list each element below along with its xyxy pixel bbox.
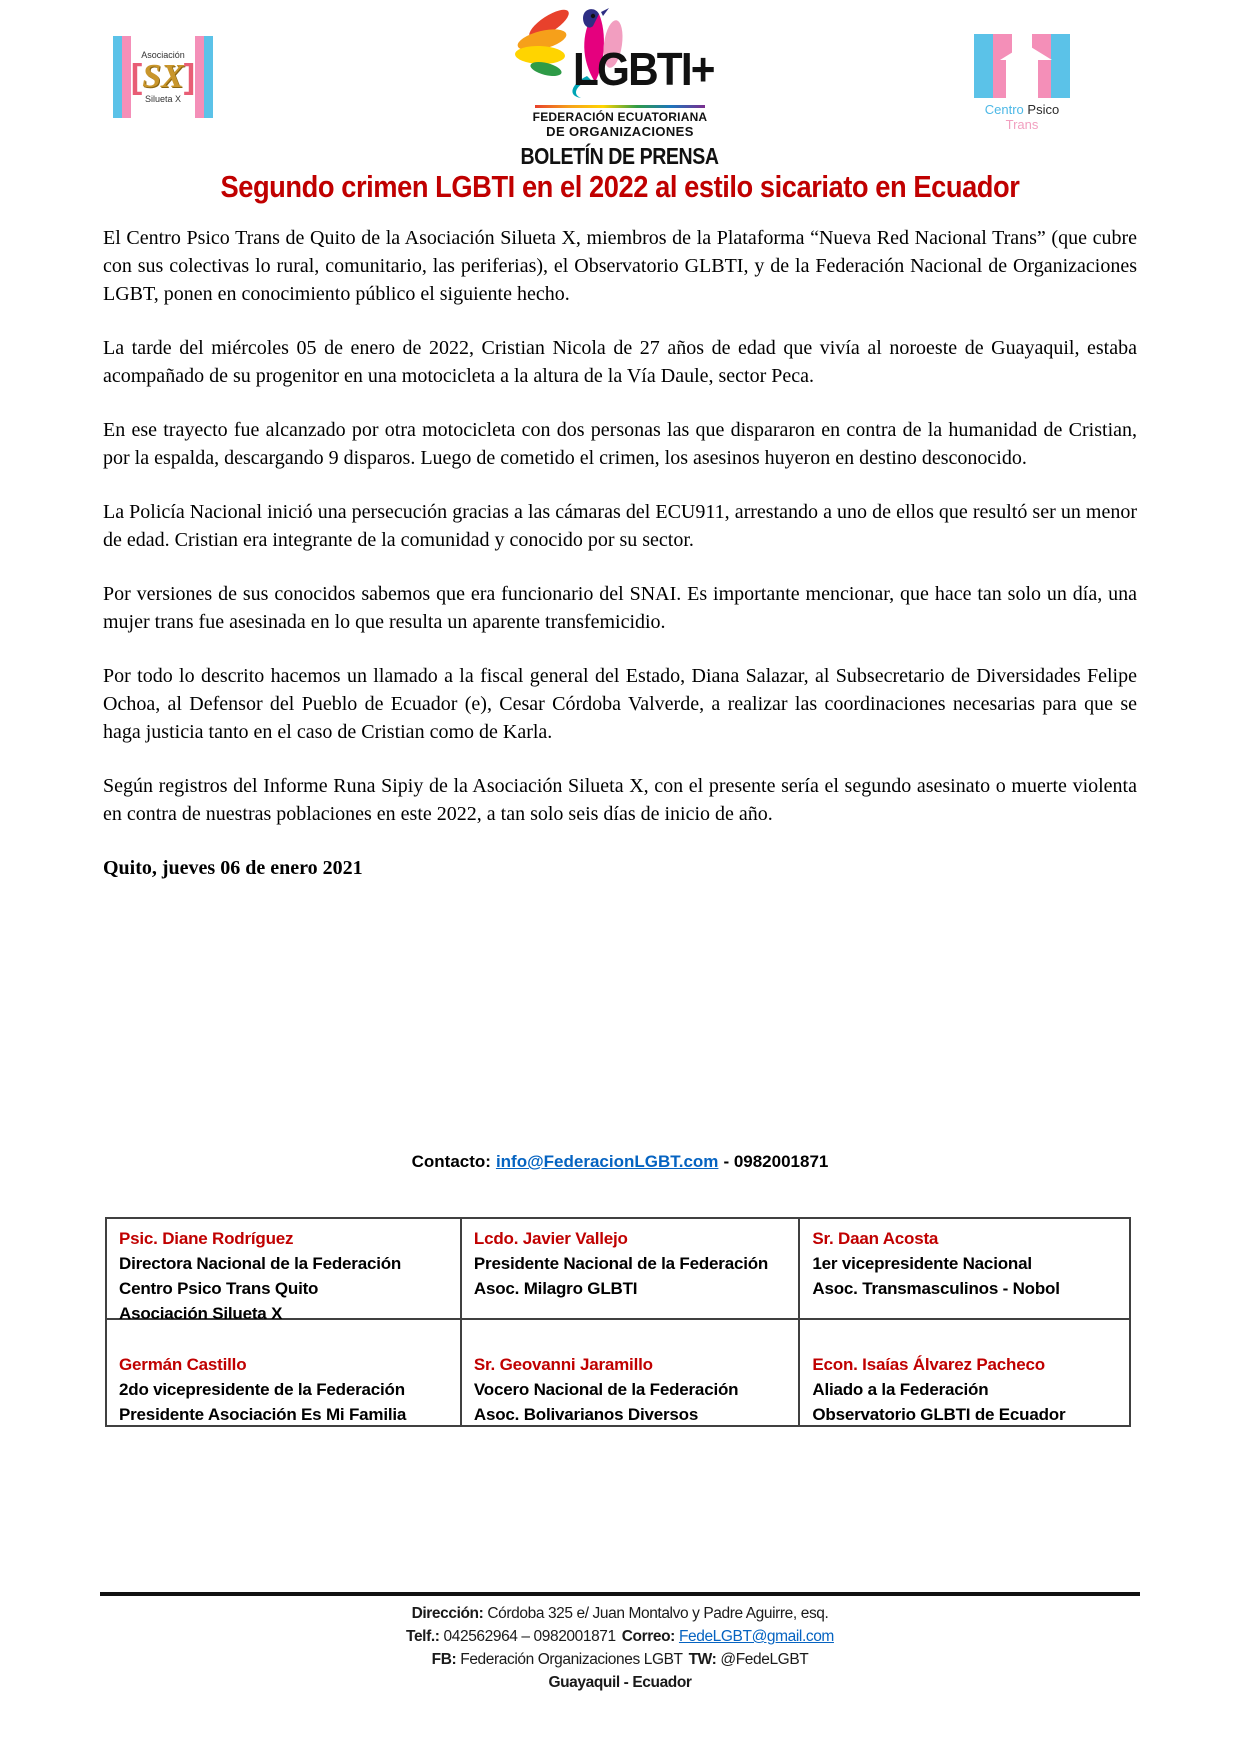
contact-role: Vocero Nacional de la Federación [473, 1380, 739, 1399]
facebook-label: FB: [431, 1651, 457, 1668]
footer-divider [100, 1592, 1140, 1596]
footer [0, 1602, 1240, 1694]
contact-org: Centro Psico Trans Quito [119, 1279, 319, 1298]
centro-psico-trans-logo [967, 34, 1077, 132]
contact-name: Germán Castillo [119, 1355, 247, 1374]
silueta-x-wordmark [131, 60, 195, 94]
federacion-lgbti-wordmark [515, 8, 725, 104]
contact-cell-daan-acosta [800, 1219, 1129, 1320]
contact-cell-german-castillo [107, 1320, 462, 1425]
centro-psico-trans-label [967, 102, 1077, 132]
silueta-x-logo-bottom-label: Silueta X [144, 94, 182, 104]
contact-cell-isaias-alvarez [800, 1320, 1129, 1425]
contact-org: Asoc. Milagro GLBTI [473, 1279, 638, 1298]
paragraph-2: La tarde del miércoles 05 de enero de 2022, Cristian Nicola de 27 años de edad que vivía al noroeste de Guayaquil, estaba acompañado de su progenitor en una motocicleta a la altura de la Vía Daule, sector Peca. [103, 337, 1137, 387]
silueta-x-logo-top-label: Asociación [141, 50, 185, 60]
address-value: Córdoba 325 e/ Juan Montalvo y Padre Aguirre, esq. [487, 1605, 829, 1622]
contact-role: Presidente Nacional de la Federación [473, 1254, 769, 1273]
contact-name: Sr. Geovanni Jaramillo [473, 1355, 653, 1374]
contact-name: Econ. Isaías Álvarez Pacheco [812, 1355, 1045, 1374]
contact-line [0, 1152, 1240, 1172]
press-bulletin-kicker: BOLETÍN DE PRENSA [520, 143, 720, 169]
phone-value: 042562964 – 0982001871 [443, 1628, 616, 1645]
footer-address-line [0, 1602, 1240, 1625]
contact-org: Asoc. Transmasculinos - Nobol [812, 1279, 1060, 1298]
paragraph-7: Según registros del Informe Runa Sipiy de la Asociación Silueta X, con el presente sería el segundo asesinato o muerte violenta en contra de nuestras poblaciones en este 2022, a tan solo seis días de inicio de año. [103, 775, 1137, 825]
contact-name: Sr. Daan Acosta [812, 1229, 939, 1248]
contact-cell-diane-rodriguez [107, 1219, 462, 1323]
contact-name: Psic. Diane Rodríguez [119, 1229, 294, 1248]
bracket-right-icon: ] [183, 58, 196, 96]
contact-role: 2do vicepresidente de la Federación [119, 1380, 405, 1399]
kicker-row [0, 143, 1240, 170]
footer-phone-line [0, 1625, 1240, 1648]
trans-flag-stripe [113, 36, 122, 118]
trans-flag-stripe [122, 36, 131, 118]
contact-email-link[interactable]: info@FederacionLGBT.com [495, 1152, 719, 1171]
email-label: Correo: [621, 1628, 675, 1645]
contact-role: 1er vicepresidente Nacional [812, 1254, 1032, 1273]
rainbow-divider [535, 105, 705, 108]
psico-word: Psico [1027, 102, 1060, 117]
page-title: Segundo crimen LGBTI en el 2022 al estilo sicariato en Ecuador [220, 169, 1020, 204]
contact-phone: - 0982001871 [723, 1152, 829, 1171]
silueta-x-logo [113, 36, 213, 118]
trans-flag-stripe [195, 36, 204, 118]
headline-row [0, 169, 1240, 205]
trans-flag-stripe [1051, 34, 1070, 98]
paragraph-1: El Centro Psico Trans de Quito de la Asociación Silueta X, miembros de la Plataforma “Nueva Red Nacional Trans” (que cubre con sus colectivas lo rural, comunitario, las periferias), el Observatorio GLBTI, y de la Federación Nacional de Organizaciones LGBT, ponen en conocimiento público el siguiente hecho. [103, 227, 1137, 305]
centro-psico-trans-flag [974, 34, 1070, 98]
facebook-value: Federación Organizaciones LGBT [460, 1651, 683, 1668]
silueta-x-initials: SX [142, 58, 184, 95]
contact-org: Asoc. Bolivarianos Diversos [473, 1405, 699, 1424]
contact-role: Directora Nacional de la Federación [119, 1254, 402, 1273]
contact-role: Aliado a la Federación [812, 1380, 989, 1399]
footer-email-link[interactable]: FedeLGBT@gmail.com [678, 1628, 834, 1645]
paragraph-5: Por versiones de sus conocidos sabemos que era funcionario del SNAI. Es importante mencionar, que hace tan solo un día, una mujer trans fue asesinada en lo que resulta un aparente transfemicidio. [103, 583, 1137, 633]
paragraph-4: La Policía Nacional inició una persecución gracias a las cámaras del ECU911, arrestando a uno de ellos que resultó ser un menor de edad. Cristian era integrante de la comunidad y conocido por su sector. [103, 501, 1137, 551]
contact-label: Contacto: [411, 1152, 491, 1171]
paragraph-3: En ese trayecto fue alcanzado por otra motocicleta con dos personas las que dispararon en contra de la humanidad de Cristian, por la espalda, descargando 9 disparos. Luego de cometido el crimen, los asesinos huyeron en destino desconocido. [103, 419, 1137, 469]
centro-word: Centro [984, 102, 1024, 117]
body-text [103, 224, 1137, 908]
dateline: Quito, jueves 06 de enero 2021 [103, 857, 363, 879]
federacion-lgbti-wordmark-text: LGBTI+ [573, 43, 714, 95]
trans-flag-stripe [204, 36, 213, 118]
trans-word: Trans [1005, 117, 1039, 132]
footer-social-line [0, 1648, 1240, 1671]
contact-org: Asociación Silueta X [119, 1304, 283, 1323]
footer-city: Guayaquil - Ecuador [548, 1674, 692, 1691]
twitter-value: @FedeLGBT [720, 1651, 809, 1668]
contact-org: Observatorio GLBTI de Ecuador [812, 1405, 1066, 1424]
federacion-lgbti-logo [505, 8, 735, 139]
phone-label: Telf.: [406, 1628, 440, 1645]
contact-cell-geovanni-jaramillo [462, 1320, 800, 1425]
twitter-label: TW: [688, 1651, 717, 1668]
house-icon [1000, 44, 1044, 98]
contact-org: Presidente Asociación Es Mi Familia [119, 1405, 407, 1424]
address-label: Dirección: [411, 1605, 484, 1622]
federacion-lgbti-caption-line2: DE ORGANIZACIONES [546, 124, 694, 139]
trans-flag-stripe [974, 34, 993, 98]
contact-name: Lcdo. Javier Vallejo [473, 1229, 628, 1248]
federacion-lgbti-caption-line1: FEDERACIÓN ECUATORIANA [532, 110, 708, 124]
contact-cell-javier-vallejo [462, 1219, 800, 1320]
contacts-table [105, 1217, 1131, 1427]
silueta-x-logo-center [131, 36, 195, 118]
bracket-left-icon: [ [130, 58, 143, 96]
paragraph-6: Por todo lo descrito hacemos un llamado a la fiscal general del Estado, Diana Salazar, al Subsecretario de Diversidades Felipe Ochoa, al Defensor del Pueblo de Ecuador (e), Cesar Córdoba Valverde, a realizar las coordinaciones necesarias para que se haga justicia tanto en el caso de Cristian como de Karla. [103, 665, 1137, 743]
